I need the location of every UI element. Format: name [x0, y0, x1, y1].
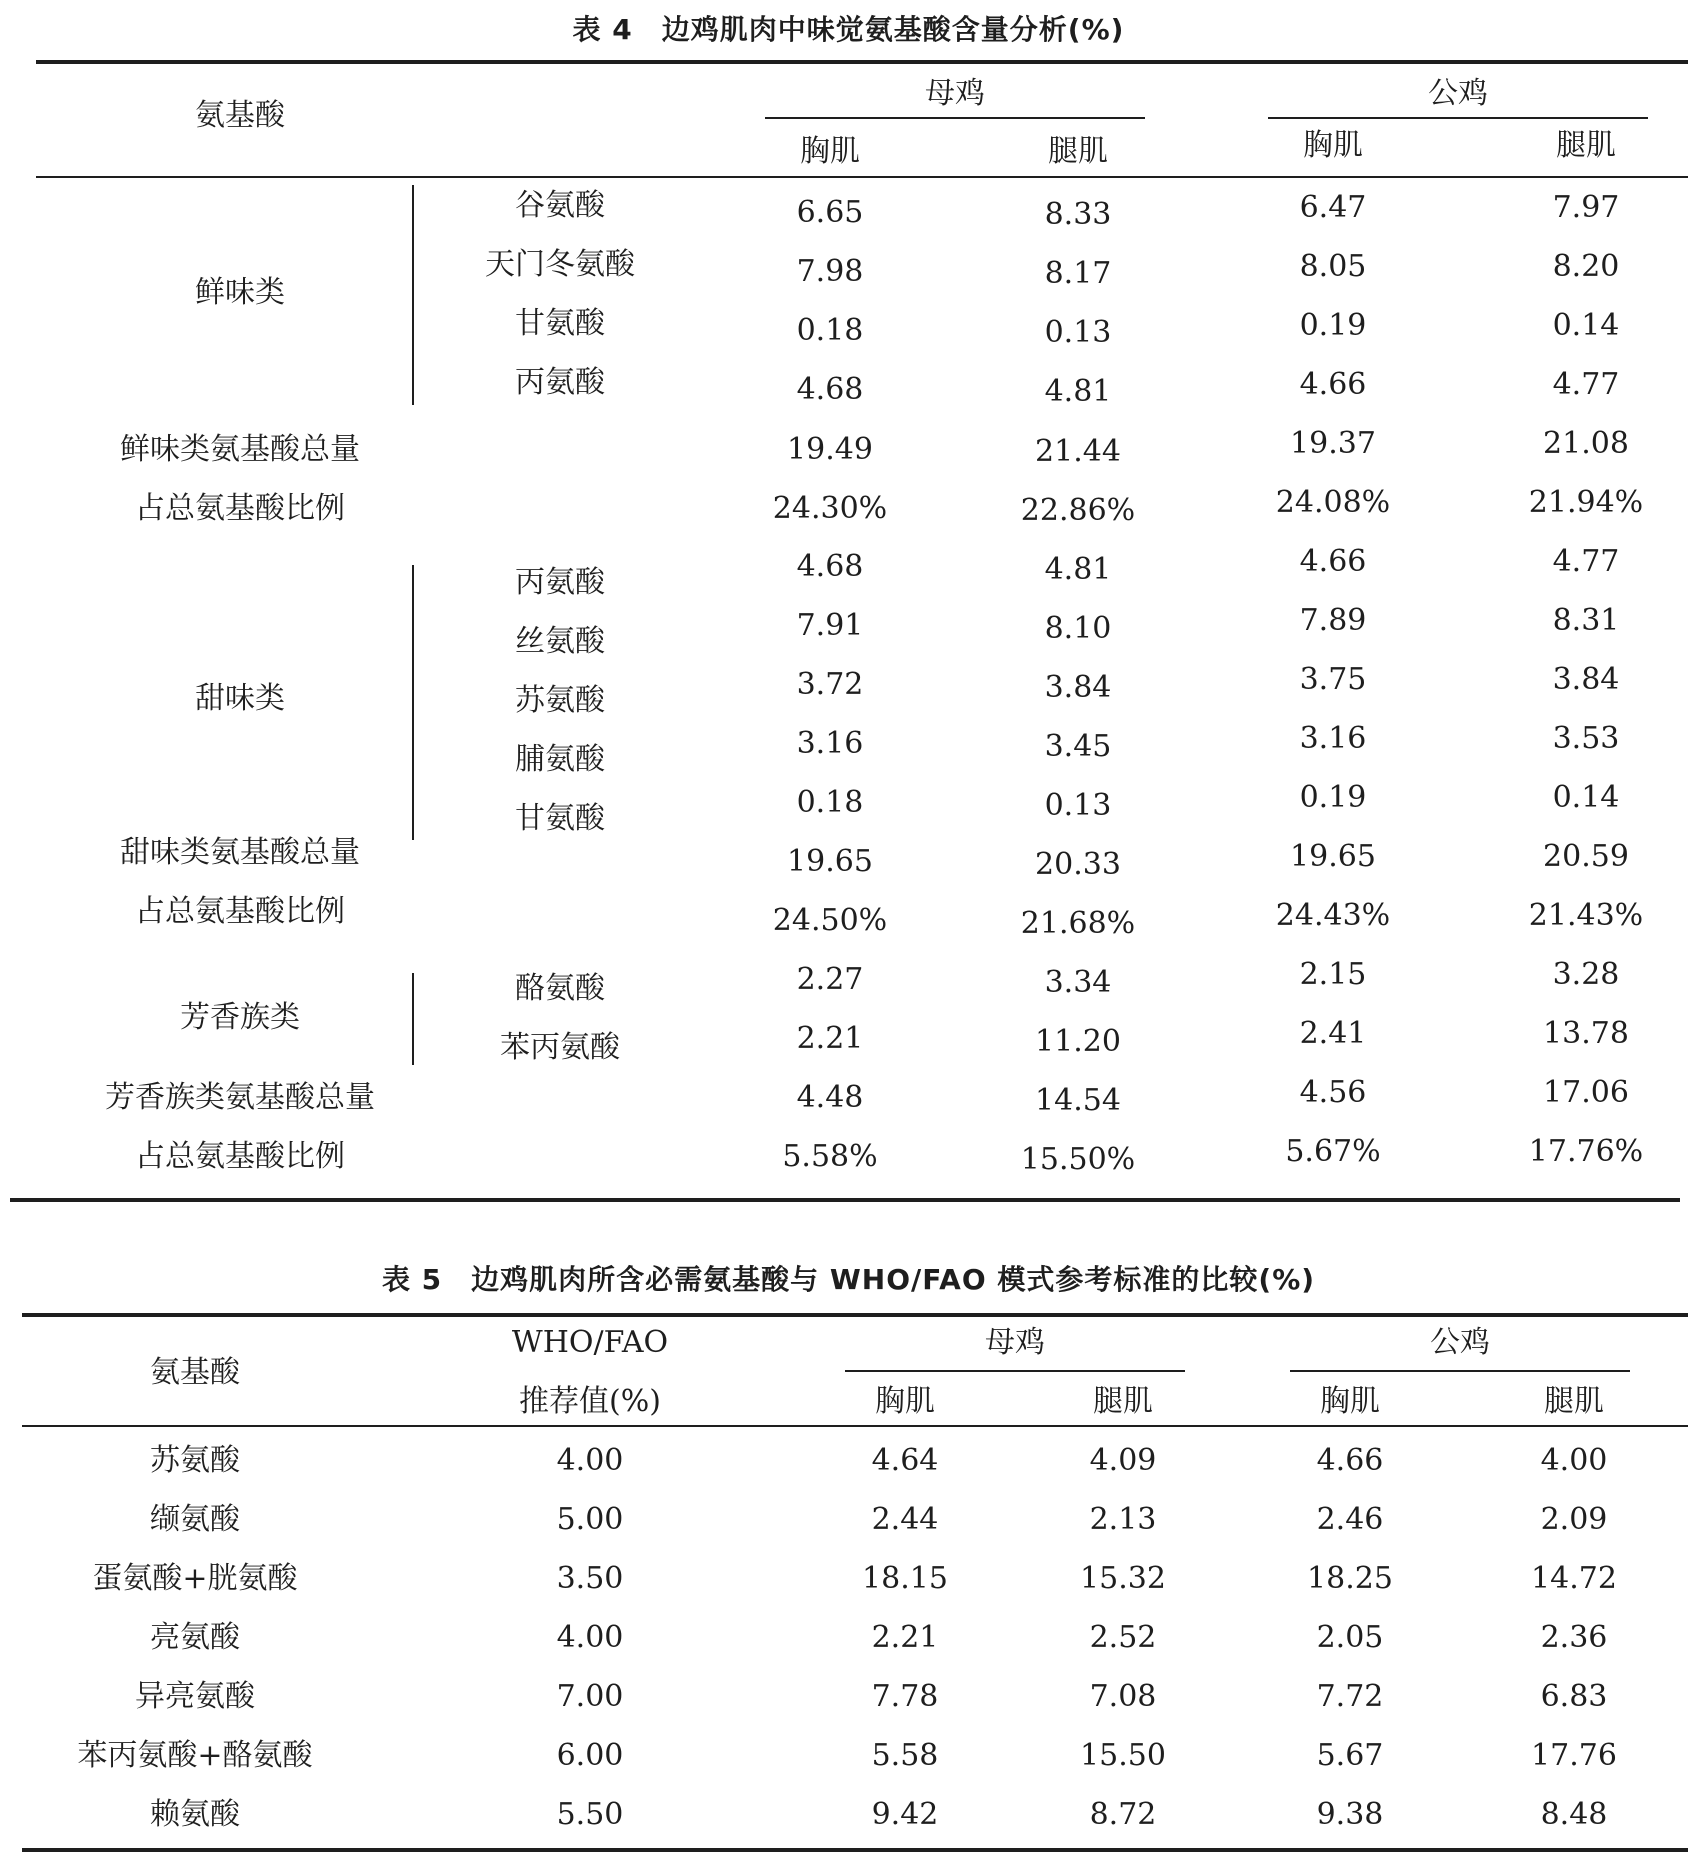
table4-cell: 0.13	[1044, 788, 1112, 823]
table5-cell: 7.78	[871, 1679, 939, 1714]
table5-header-hen-leg: 腿肌	[1093, 1384, 1153, 1419]
table4-cell: 8.31	[1552, 603, 1620, 638]
table4-ratio-label: 占总氨基酸比例	[135, 1139, 345, 1174]
table4-header-rooster-leg: 腿肌	[1556, 128, 1616, 163]
table4-rooster-rule	[1268, 117, 1648, 119]
table4-cell: 0.14	[1552, 308, 1620, 343]
table4-cell: 4.77	[1552, 367, 1620, 402]
table4-cell: 3.28	[1552, 957, 1620, 992]
table5-cell: 9.42	[871, 1797, 939, 1832]
table4-cell: 6.65	[796, 195, 864, 230]
table5-hen-rule	[845, 1370, 1185, 1372]
table4-cell: 24.50%	[772, 903, 888, 938]
table4-cell: 21.94%	[1528, 485, 1644, 520]
table5-header-hen: 母鸡	[985, 1325, 1045, 1360]
table4-cell: 7.89	[1299, 603, 1367, 638]
table4-cell: 3.53	[1552, 721, 1620, 756]
table4-row-name: 丝氨酸	[515, 624, 605, 659]
table4-total-label: 甜味类氨基酸总量	[120, 835, 360, 870]
table5-cell: 4.00	[556, 1443, 624, 1478]
table4-category-sweet: 甜味类	[195, 681, 285, 716]
table5-row-name: 亮氨酸	[150, 1620, 240, 1655]
table4-cell: 21.44	[1035, 434, 1121, 469]
table4-cell: 8.05	[1299, 249, 1367, 284]
table4-cell: 3.84	[1552, 662, 1620, 697]
table5-cell: 5.00	[556, 1502, 624, 1537]
table5-cell: 4.64	[871, 1443, 939, 1478]
table5-cell: 6.00	[556, 1738, 624, 1773]
table4-header-hen-breast: 胸肌	[800, 134, 860, 169]
table4-cell: 7.91	[796, 608, 864, 643]
table5-cell: 14.72	[1531, 1561, 1617, 1596]
table5-cell: 17.76	[1531, 1738, 1617, 1773]
table4-cell: 3.72	[796, 667, 864, 702]
table4-cell: 4.66	[1299, 544, 1367, 579]
table5-cell: 7.08	[1089, 1679, 1157, 1714]
table5-cell: 4.66	[1316, 1443, 1384, 1478]
table4-cell: 15.50%	[1020, 1142, 1136, 1177]
table5-header-rooster: 公鸡	[1430, 1325, 1490, 1360]
table4-bracket-sweet	[412, 565, 414, 840]
table4-cell: 3.45	[1044, 729, 1112, 764]
table5-cell: 2.09	[1540, 1502, 1608, 1537]
table4-header-rule	[36, 176, 1688, 178]
table5-cell: 2.46	[1316, 1502, 1384, 1537]
table4-ratio-label: 占总氨基酸比例	[135, 491, 345, 526]
table5-row-name: 异亮氨酸	[135, 1679, 255, 1714]
table4-cell: 19.65	[787, 844, 873, 879]
table5-cell: 6.83	[1540, 1679, 1608, 1714]
table5-caption: 表 5 边鸡肌肉所含必需氨基酸与 WHO/FAO 模式参考标准的比较(%)	[381, 1263, 1316, 1296]
table4-cell: 24.08%	[1275, 485, 1391, 520]
table5-cell: 3.50	[556, 1561, 624, 1596]
table4-cell: 3.16	[1299, 721, 1367, 756]
table4-cell: 21.43%	[1528, 898, 1644, 933]
table4-cell: 19.65	[1290, 839, 1376, 874]
table4-cell: 21.08	[1543, 426, 1629, 461]
table5-cell: 18.25	[1307, 1561, 1393, 1596]
table5-cell: 2.21	[871, 1620, 939, 1655]
table4-cell: 14.54	[1035, 1083, 1121, 1118]
table5-row-name: 苏氨酸	[150, 1443, 240, 1478]
table4-row-name: 酪氨酸	[515, 971, 605, 1006]
table5-cell: 15.32	[1080, 1561, 1166, 1596]
table4-cell: 22.86%	[1020, 493, 1136, 528]
table5-cell: 4.09	[1089, 1443, 1157, 1478]
table5-cell: 2.52	[1089, 1620, 1157, 1655]
table4-cell: 8.10	[1044, 611, 1112, 646]
table5-top-rule	[22, 1313, 1688, 1317]
table5-cell: 18.15	[862, 1561, 948, 1596]
table4-cell: 19.37	[1290, 426, 1376, 461]
table5-header-amino-acid: 氨基酸	[150, 1355, 240, 1390]
table5-cell: 4.00	[1540, 1443, 1608, 1478]
table4-cell: 0.19	[1299, 308, 1367, 343]
table4-caption: 表 4 边鸡肌肉中味觉氨基酸含量分析(%)	[572, 13, 1125, 46]
table4-cell: 4.68	[796, 549, 864, 584]
table4-cell: 4.81	[1044, 374, 1112, 409]
table4-row-name: 苯丙氨酸	[500, 1030, 620, 1065]
table4-row-name: 甘氨酸	[515, 801, 605, 836]
table5-row-name: 蛋氨酸+胱氨酸	[92, 1561, 298, 1596]
table5-cell: 2.36	[1540, 1620, 1608, 1655]
table5-cell: 7.00	[556, 1679, 624, 1714]
table4-cell: 4.66	[1299, 367, 1367, 402]
table4-category-aromatic: 芳香族类	[180, 1000, 300, 1035]
table4-cell: 13.78	[1543, 1016, 1629, 1051]
table4-bracket-aromatic	[412, 973, 414, 1065]
table4-category-umami: 鲜味类	[195, 275, 285, 310]
table4-row-name: 天门冬氨酸	[485, 247, 635, 282]
table4-header-amino-acid: 氨基酸	[195, 98, 285, 133]
table4-cell: 4.56	[1299, 1075, 1367, 1110]
table5-cell: 5.50	[556, 1797, 624, 1832]
table5-cell: 2.05	[1316, 1620, 1384, 1655]
table5-header-rule	[22, 1425, 1688, 1427]
table5-header-who-line1: WHO/FAO	[511, 1325, 669, 1360]
table4-row-name: 脯氨酸	[515, 742, 605, 777]
table4-bottom-rule	[10, 1198, 1680, 1202]
table5-cell: 9.38	[1316, 1797, 1384, 1832]
table4-row-name: 丙氨酸	[515, 565, 605, 600]
table4-bracket-umami	[412, 185, 414, 405]
table4-cell: 17.76%	[1528, 1134, 1644, 1169]
table4-cell: 2.41	[1299, 1016, 1367, 1051]
table4-cell: 4.68	[796, 372, 864, 407]
table4-cell: 0.18	[796, 313, 864, 348]
table4-cell: 20.33	[1035, 847, 1121, 882]
table4-header-rooster-breast: 胸肌	[1303, 128, 1363, 163]
table4-cell: 5.58%	[782, 1139, 878, 1174]
table5-cell: 7.72	[1316, 1679, 1384, 1714]
table4-cell: 2.27	[796, 962, 864, 997]
table4-cell: 11.20	[1035, 1024, 1121, 1059]
table4-cell: 0.18	[796, 785, 864, 820]
table4-cell: 3.16	[796, 726, 864, 761]
table4-row-name: 丙氨酸	[515, 365, 605, 400]
table5-cell: 4.00	[556, 1620, 624, 1655]
table4-cell: 8.17	[1044, 256, 1112, 291]
table4-cell: 6.47	[1299, 190, 1367, 225]
table5-row-name: 缬氨酸	[150, 1502, 240, 1537]
table4-hen-rule	[765, 117, 1145, 119]
table4-cell: 5.67%	[1285, 1134, 1381, 1169]
table4-cell: 17.06	[1543, 1075, 1629, 1110]
table5-header-rooster-breast: 胸肌	[1320, 1384, 1380, 1419]
table4-ratio-label: 占总氨基酸比例	[135, 894, 345, 929]
table4-total-label: 鲜味类氨基酸总量	[120, 432, 360, 467]
table5-rooster-rule	[1290, 1370, 1630, 1372]
table4-cell: 24.43%	[1275, 898, 1391, 933]
table4-cell: 0.14	[1552, 780, 1620, 815]
table5-header-hen-breast: 胸肌	[875, 1384, 935, 1419]
table4-cell: 3.84	[1044, 670, 1112, 705]
table4-cell: 2.21	[796, 1021, 864, 1056]
table5-header-rooster-leg: 腿肌	[1544, 1384, 1604, 1419]
table5-row-name: 赖氨酸	[150, 1797, 240, 1832]
table4-cell: 4.48	[796, 1080, 864, 1115]
table4-total-label: 芳香族类氨基酸总量	[105, 1080, 375, 1115]
table4-row-name: 谷氨酸	[515, 188, 605, 223]
table4-top-rule	[36, 60, 1688, 64]
table4-header-hen: 母鸡	[925, 76, 985, 111]
table4-cell: 19.49	[787, 432, 873, 467]
table4-cell: 7.97	[1552, 190, 1620, 225]
table4-cell: 0.13	[1044, 315, 1112, 350]
table5-cell: 8.48	[1540, 1797, 1608, 1832]
table4-header-hen-leg: 腿肌	[1048, 134, 1108, 169]
table4-cell: 3.75	[1299, 662, 1367, 697]
table4-cell: 24.30%	[772, 491, 888, 526]
table5-bottom-rule	[22, 1848, 1688, 1852]
table4-cell: 2.15	[1299, 957, 1367, 992]
table4-cell: 3.34	[1044, 965, 1112, 1000]
table4-cell: 4.77	[1552, 544, 1620, 579]
table4-row-name: 甘氨酸	[515, 306, 605, 341]
table5-cell: 2.44	[871, 1502, 939, 1537]
table4-header-rooster: 公鸡	[1428, 76, 1488, 111]
table5-header-who-line2: 推荐值(%)	[519, 1384, 661, 1419]
table5-cell: 5.67	[1316, 1738, 1384, 1773]
table4-cell: 7.98	[796, 254, 864, 289]
table5-cell: 15.50	[1080, 1738, 1166, 1773]
table4-row-name: 苏氨酸	[515, 683, 605, 718]
table4-cell: 8.20	[1552, 249, 1620, 284]
table5-row-name: 苯丙氨酸+酪氨酸	[77, 1738, 313, 1773]
table4-cell: 8.33	[1044, 197, 1112, 232]
table4-cell: 0.19	[1299, 780, 1367, 815]
table5-cell: 5.58	[871, 1738, 939, 1773]
table5-cell: 2.13	[1089, 1502, 1157, 1537]
table4-cell: 20.59	[1543, 839, 1629, 874]
table4-cell: 21.68%	[1020, 906, 1136, 941]
table5-cell: 8.72	[1089, 1797, 1157, 1832]
table4-cell: 4.81	[1044, 552, 1112, 587]
